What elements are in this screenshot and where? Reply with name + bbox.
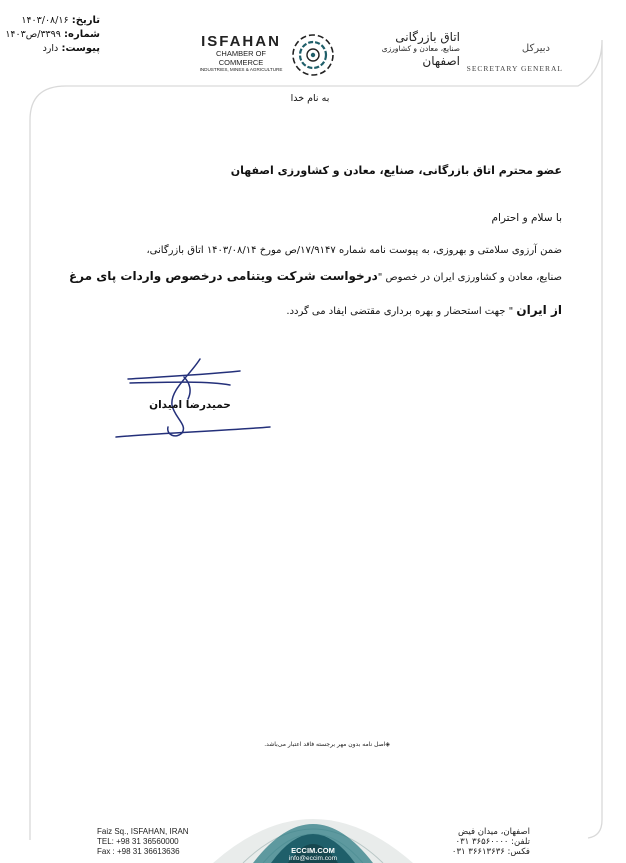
date-row bbox=[10, 14, 100, 28]
bismillah: به نام خدا bbox=[290, 93, 330, 104]
logo-title: ISFAHAN bbox=[201, 33, 281, 50]
logo-fa-line3: اصفهان bbox=[422, 54, 460, 68]
logo-persian bbox=[342, 30, 460, 68]
logo-subtitle-2: INDUSTRIES, MINES & AGRICULTURE bbox=[199, 67, 283, 72]
body-line-1: ضمن آرزوی سلامتی و بهروزی، به پیوست نامه شماره ۱۷/۹۱۴۷/ص مورخ ۱۴۰۳/۰۸/۱۴ اتاق بازرگانی، bbox=[146, 245, 562, 256]
number-value: ۳۳۹۹/ص۱۴۰۳ bbox=[5, 29, 61, 40]
footer-fax-en: Fax : +98 31 36613636 bbox=[97, 847, 180, 856]
number-row bbox=[5, 28, 100, 42]
logo-subtitle: CHAMBER OF COMMERCE bbox=[215, 49, 266, 67]
footer-tel-fa: تلفن: ۳۶۵۶۰۰۰۰ ۰۳۱ bbox=[455, 837, 530, 847]
body-line-3-subject: از ایران bbox=[516, 303, 562, 317]
attachment-value: دارد bbox=[42, 43, 59, 54]
website-link[interactable]: ECCIM.COM bbox=[291, 846, 335, 855]
attachment-label: پیوست: bbox=[61, 43, 100, 54]
stamp-mark-icon: ◈ bbox=[385, 741, 390, 748]
footer-web bbox=[280, 846, 346, 863]
logo-english bbox=[197, 34, 285, 73]
logo-fa-line1: اتاق بازرگانی bbox=[395, 30, 460, 44]
validity-footnote bbox=[240, 741, 390, 748]
footer-address-fa: اصفهان، میدان فیض bbox=[457, 827, 530, 837]
letter-meta bbox=[5, 14, 100, 56]
chamber-logo-icon bbox=[289, 31, 337, 79]
footnote-text: اصل نامه بدون مهر برجسته فاقد اعتبار می‌باشد. bbox=[264, 741, 386, 748]
logo-fa-line2: صنایع، معادن و کشاورزی bbox=[381, 44, 460, 53]
date-label: تاریخ: bbox=[71, 15, 100, 26]
footer-contact-fa bbox=[420, 827, 530, 857]
body-line-3 bbox=[180, 303, 562, 317]
greeting: با سلام و احترام bbox=[491, 212, 562, 224]
number-label: شماره: bbox=[64, 29, 100, 40]
footer-fax-fa: فکس: ۳۶۶۱۳۶۳۶ ۰۳۱ bbox=[451, 847, 530, 857]
signatory-name: حمیدرضا امیدان bbox=[149, 399, 231, 411]
body-line-2 bbox=[40, 269, 562, 283]
footer-contact-en bbox=[97, 827, 207, 857]
office-title-en: SECRETARY GENERAL bbox=[466, 64, 563, 73]
body-line-2-subject: درخواست شرکت ویتنامی درخصوص واردات پای مرغ bbox=[68, 269, 378, 283]
footer-address-en: Faiz Sq., ISFAHAN, IRAN bbox=[97, 827, 189, 836]
date-value: ۱۴۰۳/۰۸/۱۶ bbox=[21, 15, 69, 26]
body-line-2-prefix: صنایع، معادن و کشاورزی ایران در خصوص " bbox=[377, 272, 562, 283]
office-title-fa: دبیرکل bbox=[521, 43, 550, 54]
email-link[interactable]: info@eccim.com bbox=[288, 855, 338, 862]
body-line-3-rest: " جهت استحضار و بهره برداری مقتضی ایفاد می گردد. bbox=[286, 306, 517, 317]
addressee: عضو محترم اتاق بازرگانی، صنایع، معادن و کشاورزی اصفهان bbox=[230, 164, 562, 177]
footer-tel-en: TEL: +98 31 36560000 bbox=[97, 837, 179, 846]
attachment-row bbox=[10, 42, 100, 56]
